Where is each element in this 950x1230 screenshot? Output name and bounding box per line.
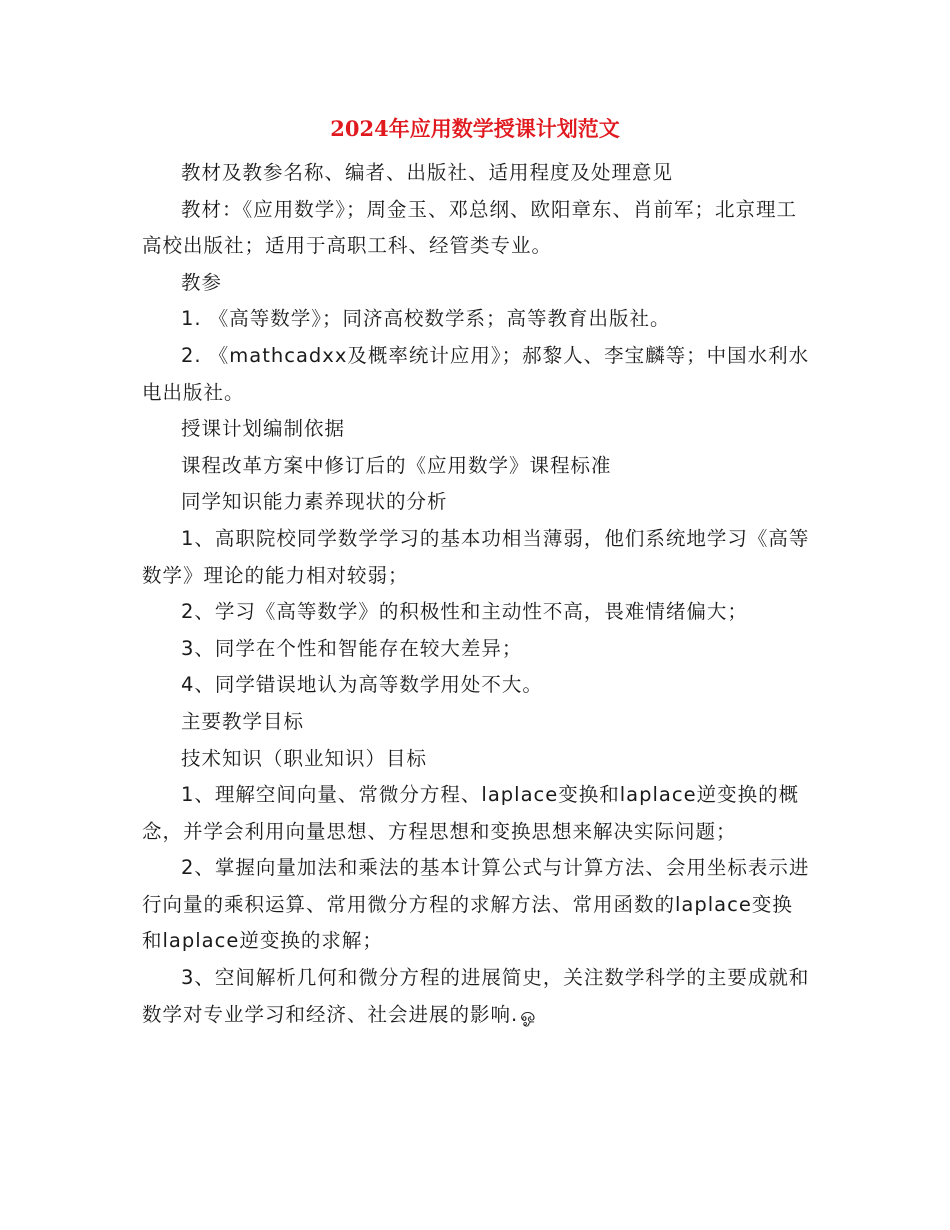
paragraph-goal-1: 1、理解空间向量、常微分方程、laplace变换和laplace逆变换的概念，并学会利用向量思想、方程思想和变换思想来解决实际问题； <box>142 783 800 843</box>
document-title: 2024年应用数学授课计划范文 <box>330 116 620 141</box>
paragraph-knowledge-goals-heading: 技术知识（职业知识）目标 <box>181 746 428 770</box>
paragraph-analysis-heading: 同学知识能力素养现状的分析 <box>181 490 448 514</box>
paragraph-reference-heading: 教参 <box>181 270 223 294</box>
document-body <box>142 155 810 1034</box>
paragraph-reference-2: 2. 《mathcadxx及概率统计应用》；郝黎人、李宝麟等；中国水利水电出版社。 <box>142 343 810 404</box>
paragraph-analysis-3: 3、同学在个性和智能存在较大差异； <box>181 636 523 660</box>
paragraph-reference-1: 1. 《高等数学》；同济高校数学系；高等教育出版社。 <box>181 307 671 331</box>
paragraph-goals-heading: 主要教学目标 <box>181 709 305 733</box>
paragraph-basis: 课程改革方案中修订后的《应用数学》课程标准 <box>181 453 612 477</box>
paragraph-textbook: 教材：《应用数学》；周金玉、邓总纲、欧阳章东、肖前军；北京理工高校出版社；适用于高职工科、经管类专业。 <box>142 197 798 258</box>
paragraph-analysis-2: 2、学习《高等数学》的积极性和主动性不高，畏难情绪偏大； <box>181 600 748 624</box>
paragraph-goal-2: 2、掌握向量加法和乘法的基本计算公式与计算方法、会用坐标表示进行向量的乘积运算、常用微分方程的求解方法、常用函数的laplace变换和laplace逆变换的求解； <box>142 856 810 953</box>
paragraph-goal-3-text: 3、空间解析几何和微分方程的进展简史，关注数学科学的主要成就和数学对专业学习和经济、社会进展的影响. <box>142 966 810 1026</box>
paragraph-goal-3 <box>142 960 810 1034</box>
paragraph-analysis-1: 1、高职院校同学数学学习的基本功相当薄弱，他们系统地学习《高等数学》理论的能力相对较弱； <box>142 526 810 587</box>
decorative-end-mark-icon: ஓ <box>520 1004 537 1026</box>
paragraph-basis-heading: 授课计划编制依据 <box>181 417 346 441</box>
paragraph-materials-heading: 教材及教参名称、编者、出版社、适用程度及处理意见 <box>181 161 674 184</box>
paragraph-analysis-4: 4、同学错误地认为高等数学用处不大。 <box>181 673 543 697</box>
